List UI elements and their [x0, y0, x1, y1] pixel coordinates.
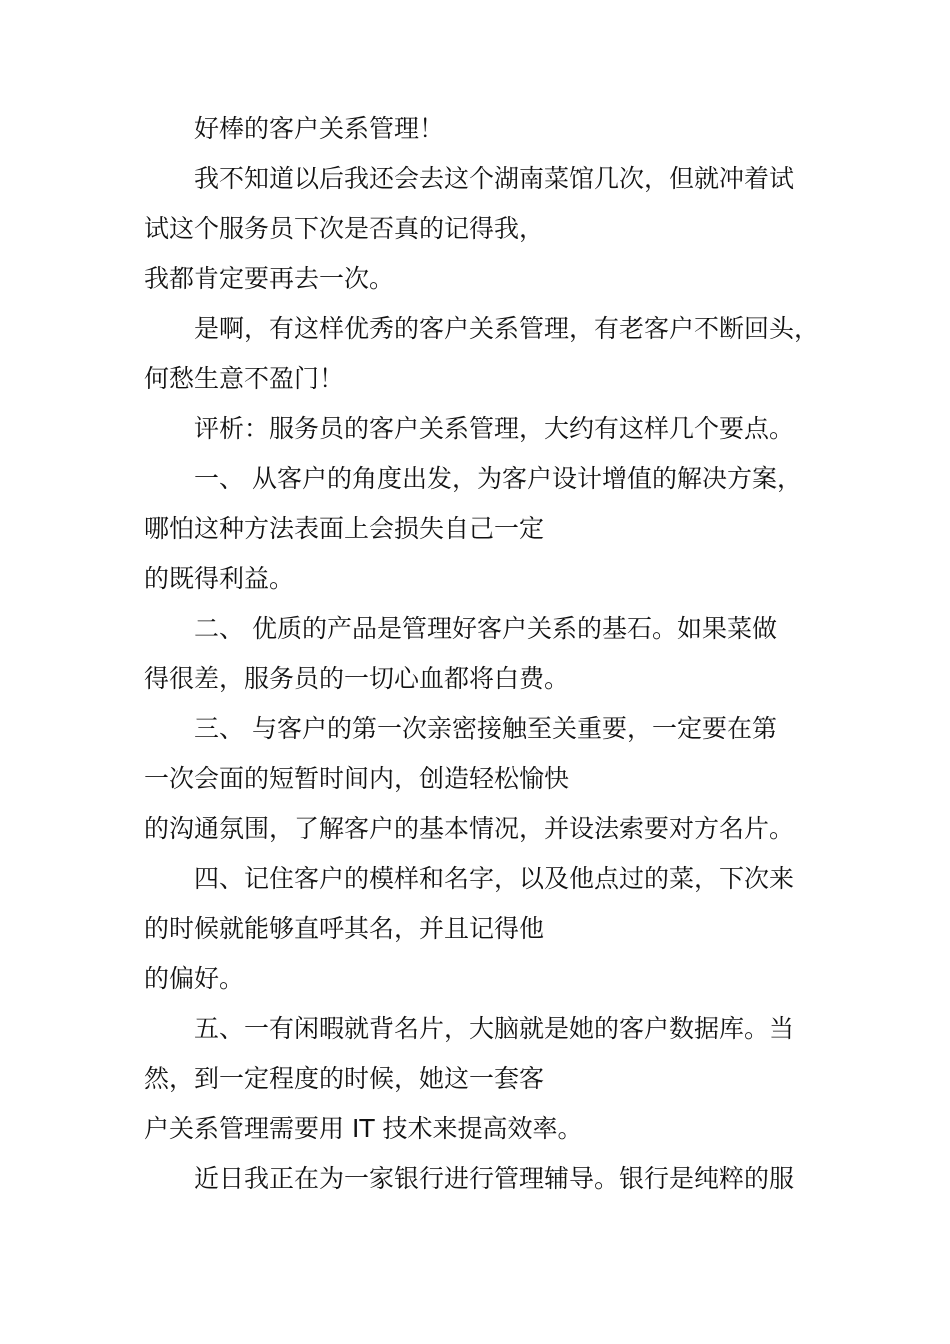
- text-line: 然，到一定程度的时候，她这一套客: [144, 1064, 545, 1093]
- text-line: 评析：服务员的客户关系管理，大约有这样几个要点。: [194, 414, 795, 443]
- text-line: 的偏好。: [144, 964, 245, 993]
- text-line: 三、 与客户的第一次亲密接触至关重要，一定要在第: [194, 714, 777, 743]
- text-line: 五、一有闲暇就背名片，大脑就是她的客户数据库。当: [194, 1014, 795, 1043]
- text-line: 一、 从客户的角度出发，为客户设计增值的解决方案，: [194, 464, 802, 493]
- text-line: 何愁生意不盈门！: [144, 364, 345, 393]
- text-line: 哪怕这种方法表面上会损失自己一定: [144, 514, 545, 543]
- text-line: 近日我正在为一家银行进行管理辅导。银行是纯粹的服: [194, 1164, 795, 1193]
- text-line: 的时候就能够直呼其名，并且记得他: [144, 914, 545, 943]
- text-line: 得很差，服务员的一切心血都将白费。: [144, 664, 570, 693]
- text-line: 户关系管理需要用 IT 技术来提高效率。: [144, 1114, 583, 1143]
- text-line: 试这个服务员下次是否真的记得我，: [144, 214, 545, 243]
- text-line: 四、记住客户的模样和名字，以及他点过的菜，下次来: [194, 864, 795, 893]
- text-line: 是啊，有这样优秀的客户关系管理，有老客户不断回头，: [194, 314, 820, 343]
- text-line: 二、 优质的产品是管理好客户关系的基石。如果菜做: [194, 614, 777, 643]
- document-body: [144, 104, 824, 1204]
- text-line: 的沟通氛围，了解客户的基本情况，并设法索要对方名片。: [144, 814, 795, 843]
- text-line: 我不知道以后我还会去这个湖南菜馆几次，但就冲着试: [194, 164, 795, 193]
- text-line: 好棒的客户关系管理！: [194, 114, 445, 143]
- text-line: 一次会面的短暂时间内，创造轻松愉快: [144, 764, 570, 793]
- text-line: 的既得利益。: [144, 564, 295, 593]
- text-line: 我都肯定要再去一次。: [144, 264, 395, 293]
